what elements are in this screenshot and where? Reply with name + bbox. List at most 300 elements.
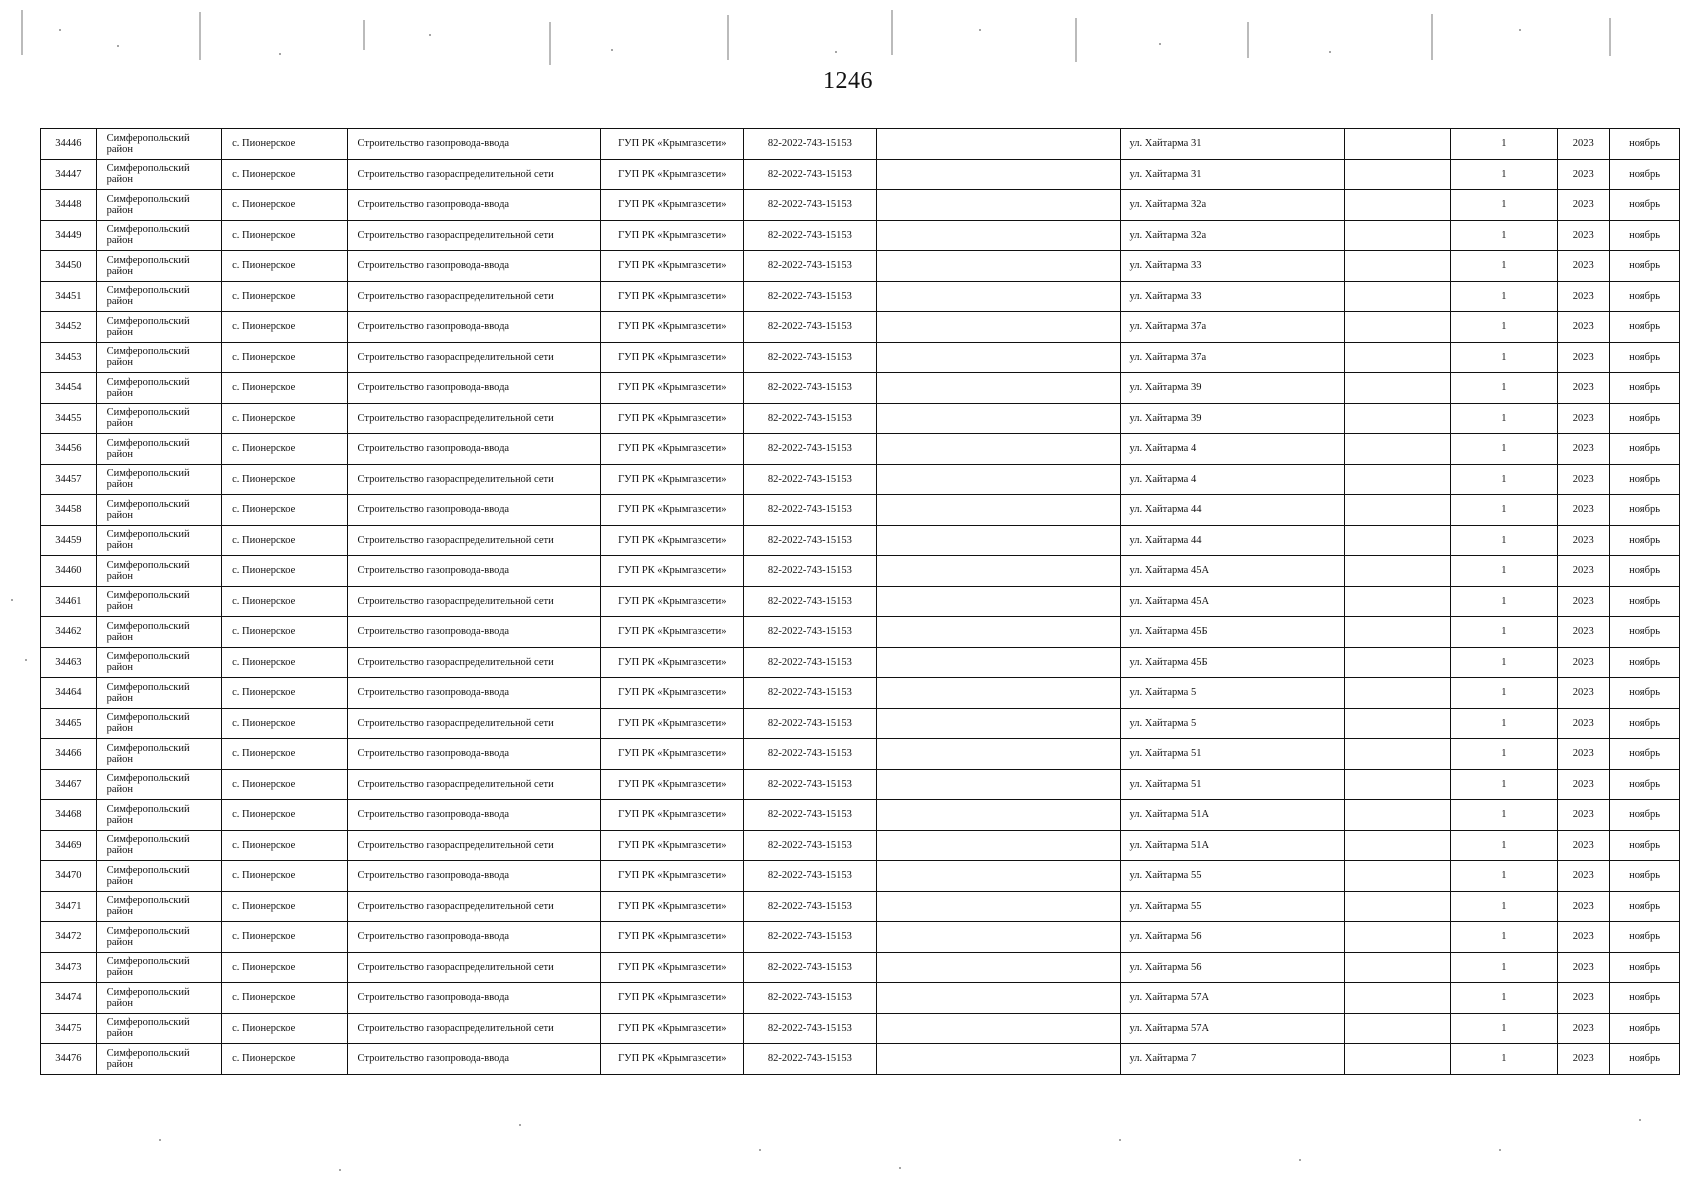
empty-cell xyxy=(1345,617,1451,648)
district-cell: Симферопольский район xyxy=(96,1013,221,1044)
project-code-cell: 82-2022-743-15153 xyxy=(744,159,877,190)
quantity-cell: 1 xyxy=(1451,708,1557,739)
district-cell: Симферопольский район xyxy=(96,861,221,892)
empty-cell xyxy=(1345,1013,1451,1044)
month-cell: ноябрь xyxy=(1610,952,1680,983)
locality-cell: с. Пионерское xyxy=(222,861,347,892)
organization-cell: ГУП РК «Крымгазсети» xyxy=(601,495,744,526)
address-cell: ул. Хайтарма 39 xyxy=(1121,373,1345,404)
month-cell: ноябрь xyxy=(1610,159,1680,190)
table-row xyxy=(41,983,1680,1014)
month-cell: ноябрь xyxy=(1610,434,1680,465)
quantity-cell: 1 xyxy=(1451,342,1557,373)
empty-cell xyxy=(1345,891,1451,922)
row-number: 34451 xyxy=(41,281,97,312)
table-row xyxy=(41,190,1680,221)
year-cell: 2023 xyxy=(1557,373,1610,404)
work-type-cell: Строительство газопровода-ввода xyxy=(347,922,601,953)
quantity-cell: 1 xyxy=(1451,647,1557,678)
empty-cell xyxy=(1345,800,1451,831)
project-code-cell: 82-2022-743-15153 xyxy=(744,586,877,617)
project-code-cell: 82-2022-743-15153 xyxy=(744,891,877,922)
month-cell: ноябрь xyxy=(1610,830,1680,861)
address-cell: ул. Хайтарма 51А xyxy=(1121,800,1345,831)
project-code-cell: 82-2022-743-15153 xyxy=(744,861,877,892)
row-number: 34471 xyxy=(41,891,97,922)
month-cell: ноябрь xyxy=(1610,281,1680,312)
locality-cell: с. Пионерское xyxy=(222,952,347,983)
project-code-cell: 82-2022-743-15153 xyxy=(744,983,877,1014)
work-type-cell: Строительство газораспределительной сети xyxy=(347,525,601,556)
locality-cell: с. Пионерское xyxy=(222,891,347,922)
month-cell: ноябрь xyxy=(1610,190,1680,221)
row-number: 34473 xyxy=(41,952,97,983)
project-code-cell: 82-2022-743-15153 xyxy=(744,556,877,587)
district-cell: Симферопольский район xyxy=(96,769,221,800)
row-number: 34464 xyxy=(41,678,97,709)
organization-cell: ГУП РК «Крымгазсети» xyxy=(601,586,744,617)
project-code-cell: 82-2022-743-15153 xyxy=(744,769,877,800)
district-cell: Симферопольский район xyxy=(96,220,221,251)
district-cell: Симферопольский район xyxy=(96,434,221,465)
district-cell: Симферопольский район xyxy=(96,403,221,434)
locality-cell: с. Пионерское xyxy=(222,830,347,861)
empty-cell xyxy=(1345,159,1451,190)
year-cell: 2023 xyxy=(1557,220,1610,251)
district-cell: Симферопольский район xyxy=(96,891,221,922)
row-number: 34459 xyxy=(41,525,97,556)
empty-cell xyxy=(1345,251,1451,282)
month-cell: ноябрь xyxy=(1610,556,1680,587)
address-cell: ул. Хайтарма 45А xyxy=(1121,586,1345,617)
empty-cell xyxy=(876,525,1121,556)
table-row xyxy=(41,739,1680,770)
address-cell: ул. Хайтарма 37а xyxy=(1121,342,1345,373)
organization-cell: ГУП РК «Крымгазсети» xyxy=(601,617,744,648)
quantity-cell: 1 xyxy=(1451,495,1557,526)
quantity-cell: 1 xyxy=(1451,800,1557,831)
empty-cell xyxy=(1345,373,1451,404)
locality-cell: с. Пионерское xyxy=(222,251,347,282)
locality-cell: с. Пионерское xyxy=(222,281,347,312)
project-code-cell: 82-2022-743-15153 xyxy=(744,434,877,465)
year-cell: 2023 xyxy=(1557,190,1610,221)
month-cell: ноябрь xyxy=(1610,586,1680,617)
work-type-cell: Строительство газораспределительной сети xyxy=(347,952,601,983)
quantity-cell: 1 xyxy=(1451,220,1557,251)
year-cell: 2023 xyxy=(1557,678,1610,709)
quantity-cell: 1 xyxy=(1451,739,1557,770)
month-cell: ноябрь xyxy=(1610,617,1680,648)
quantity-cell: 1 xyxy=(1451,861,1557,892)
row-number: 34447 xyxy=(41,159,97,190)
organization-cell: ГУП РК «Крымгазсети» xyxy=(601,800,744,831)
work-type-cell: Строительство газопровода-ввода xyxy=(347,556,601,587)
work-type-cell: Строительство газопровода-ввода xyxy=(347,129,601,160)
project-code-cell: 82-2022-743-15153 xyxy=(744,464,877,495)
year-cell: 2023 xyxy=(1557,830,1610,861)
table-row xyxy=(41,891,1680,922)
empty-cell xyxy=(1345,678,1451,709)
project-code-cell: 82-2022-743-15153 xyxy=(744,312,877,343)
month-cell: ноябрь xyxy=(1610,220,1680,251)
empty-cell xyxy=(876,891,1121,922)
empty-cell xyxy=(876,373,1121,404)
row-number: 34466 xyxy=(41,739,97,770)
empty-cell xyxy=(876,281,1121,312)
address-cell: ул. Хайтарма 31 xyxy=(1121,129,1345,160)
project-code-cell: 82-2022-743-15153 xyxy=(744,739,877,770)
quantity-cell: 1 xyxy=(1451,678,1557,709)
empty-cell xyxy=(876,495,1121,526)
empty-cell xyxy=(876,220,1121,251)
empty-cell xyxy=(876,983,1121,1014)
row-number: 34455 xyxy=(41,403,97,434)
locality-cell: с. Пионерское xyxy=(222,342,347,373)
month-cell: ноябрь xyxy=(1610,647,1680,678)
month-cell: ноябрь xyxy=(1610,373,1680,404)
organization-cell: ГУП РК «Крымгазсети» xyxy=(601,1044,744,1075)
year-cell: 2023 xyxy=(1557,1044,1610,1075)
empty-cell xyxy=(1345,861,1451,892)
project-code-cell: 82-2022-743-15153 xyxy=(744,342,877,373)
month-cell: ноябрь xyxy=(1610,251,1680,282)
address-cell: ул. Хайтарма 32а xyxy=(1121,190,1345,221)
quantity-cell: 1 xyxy=(1451,312,1557,343)
locality-cell: с. Пионерское xyxy=(222,556,347,587)
empty-cell xyxy=(876,861,1121,892)
table-row xyxy=(41,525,1680,556)
empty-cell xyxy=(876,190,1121,221)
organization-cell: ГУП РК «Крымгазсети» xyxy=(601,830,744,861)
locality-cell: с. Пионерское xyxy=(222,678,347,709)
locality-cell: с. Пионерское xyxy=(222,220,347,251)
month-cell: ноябрь xyxy=(1610,891,1680,922)
address-cell: ул. Хайтарма 55 xyxy=(1121,891,1345,922)
address-cell: ул. Хайтарма 7 xyxy=(1121,1044,1345,1075)
row-number: 34458 xyxy=(41,495,97,526)
row-number: 34462 xyxy=(41,617,97,648)
empty-cell xyxy=(1345,769,1451,800)
table-row xyxy=(41,159,1680,190)
year-cell: 2023 xyxy=(1557,159,1610,190)
quantity-cell: 1 xyxy=(1451,434,1557,465)
organization-cell: ГУП РК «Крымгазсети» xyxy=(601,373,744,404)
empty-cell xyxy=(876,556,1121,587)
month-cell: ноябрь xyxy=(1610,922,1680,953)
address-cell: ул. Хайтарма 45Б xyxy=(1121,617,1345,648)
year-cell: 2023 xyxy=(1557,495,1610,526)
organization-cell: ГУП РК «Крымгазсети» xyxy=(601,769,744,800)
year-cell: 2023 xyxy=(1557,525,1610,556)
work-type-cell: Строительство газопровода-ввода xyxy=(347,678,601,709)
table-row xyxy=(41,281,1680,312)
address-cell: ул. Хайтарма 51 xyxy=(1121,739,1345,770)
empty-cell xyxy=(876,617,1121,648)
organization-cell: ГУП РК «Крымгазсети» xyxy=(601,220,744,251)
empty-cell xyxy=(876,952,1121,983)
locality-cell: с. Пионерское xyxy=(222,1013,347,1044)
quantity-cell: 1 xyxy=(1451,464,1557,495)
district-cell: Симферопольский район xyxy=(96,739,221,770)
locality-cell: с. Пионерское xyxy=(222,190,347,221)
organization-cell: ГУП РК «Крымгазсети» xyxy=(601,1013,744,1044)
table-row xyxy=(41,708,1680,739)
locality-cell: с. Пионерское xyxy=(222,739,347,770)
organization-cell: ГУП РК «Крымгазсети» xyxy=(601,525,744,556)
year-cell: 2023 xyxy=(1557,922,1610,953)
address-cell: ул. Хайтарма 56 xyxy=(1121,922,1345,953)
organization-cell: ГУП РК «Крымгазсети» xyxy=(601,281,744,312)
address-cell: ул. Хайтарма 51А xyxy=(1121,830,1345,861)
address-cell: ул. Хайтарма 51 xyxy=(1121,769,1345,800)
work-type-cell: Строительство газораспределительной сети xyxy=(347,708,601,739)
table-row xyxy=(41,464,1680,495)
year-cell: 2023 xyxy=(1557,312,1610,343)
registry-body xyxy=(41,129,1680,1075)
quantity-cell: 1 xyxy=(1451,586,1557,617)
organization-cell: ГУП РК «Крымгазсети» xyxy=(601,464,744,495)
quantity-cell: 1 xyxy=(1451,373,1557,404)
row-number: 34472 xyxy=(41,922,97,953)
district-cell: Симферопольский район xyxy=(96,800,221,831)
empty-cell xyxy=(1345,922,1451,953)
empty-cell xyxy=(876,708,1121,739)
year-cell: 2023 xyxy=(1557,952,1610,983)
district-cell: Симферопольский район xyxy=(96,129,221,160)
year-cell: 2023 xyxy=(1557,739,1610,770)
quantity-cell: 1 xyxy=(1451,159,1557,190)
table-row xyxy=(41,830,1680,861)
table-row xyxy=(41,403,1680,434)
table-row xyxy=(41,952,1680,983)
row-number: 34457 xyxy=(41,464,97,495)
project-code-cell: 82-2022-743-15153 xyxy=(744,800,877,831)
empty-cell xyxy=(1345,281,1451,312)
district-cell: Симферопольский район xyxy=(96,617,221,648)
work-type-cell: Строительство газораспределительной сети xyxy=(347,891,601,922)
table-row xyxy=(41,220,1680,251)
project-code-cell: 82-2022-743-15153 xyxy=(744,830,877,861)
address-cell: ул. Хайтарма 45Б xyxy=(1121,647,1345,678)
project-code-cell: 82-2022-743-15153 xyxy=(744,647,877,678)
work-type-cell: Строительство газораспределительной сети xyxy=(347,342,601,373)
district-cell: Симферопольский район xyxy=(96,983,221,1014)
locality-cell: с. Пионерское xyxy=(222,983,347,1014)
organization-cell: ГУП РК «Крымгазсети» xyxy=(601,434,744,465)
year-cell: 2023 xyxy=(1557,434,1610,465)
organization-cell: ГУП РК «Крымгазсети» xyxy=(601,190,744,221)
table-row xyxy=(41,769,1680,800)
year-cell: 2023 xyxy=(1557,1013,1610,1044)
organization-cell: ГУП РК «Крымгазсети» xyxy=(601,708,744,739)
address-cell: ул. Хайтарма 4 xyxy=(1121,434,1345,465)
month-cell: ноябрь xyxy=(1610,129,1680,160)
empty-cell xyxy=(876,129,1121,160)
year-cell: 2023 xyxy=(1557,556,1610,587)
project-code-cell: 82-2022-743-15153 xyxy=(744,708,877,739)
work-type-cell: Строительство газопровода-ввода xyxy=(347,617,601,648)
project-code-cell: 82-2022-743-15153 xyxy=(744,617,877,648)
row-number: 34476 xyxy=(41,1044,97,1075)
empty-cell xyxy=(1345,312,1451,343)
row-number: 34468 xyxy=(41,800,97,831)
district-cell: Симферопольский район xyxy=(96,830,221,861)
empty-cell xyxy=(1345,525,1451,556)
address-cell: ул. Хайтарма 4 xyxy=(1121,464,1345,495)
project-code-cell: 82-2022-743-15153 xyxy=(744,678,877,709)
empty-cell xyxy=(876,251,1121,282)
empty-cell xyxy=(1345,342,1451,373)
district-cell: Симферопольский район xyxy=(96,251,221,282)
empty-cell xyxy=(876,800,1121,831)
table-row xyxy=(41,373,1680,404)
quantity-cell: 1 xyxy=(1451,129,1557,160)
year-cell: 2023 xyxy=(1557,403,1610,434)
organization-cell: ГУП РК «Крымгазсети» xyxy=(601,739,744,770)
organization-cell: ГУП РК «Крымгазсети» xyxy=(601,251,744,282)
address-cell: ул. Хайтарма 45А xyxy=(1121,556,1345,587)
row-number: 34450 xyxy=(41,251,97,282)
empty-cell xyxy=(876,1013,1121,1044)
organization-cell: ГУП РК «Крымгазсети» xyxy=(601,647,744,678)
empty-cell xyxy=(1345,190,1451,221)
address-cell: ул. Хайтарма 57А xyxy=(1121,983,1345,1014)
work-type-cell: Строительство газораспределительной сети xyxy=(347,220,601,251)
work-type-cell: Строительство газораспределительной сети xyxy=(347,159,601,190)
quantity-cell: 1 xyxy=(1451,983,1557,1014)
locality-cell: с. Пионерское xyxy=(222,1044,347,1075)
table-row xyxy=(41,1044,1680,1075)
address-cell: ул. Хайтарма 37а xyxy=(1121,312,1345,343)
district-cell: Симферопольский район xyxy=(96,556,221,587)
empty-cell xyxy=(876,464,1121,495)
registry-table xyxy=(40,128,1680,1075)
row-number: 34467 xyxy=(41,769,97,800)
work-type-cell: Строительство газопровода-ввода xyxy=(347,190,601,221)
locality-cell: с. Пионерское xyxy=(222,525,347,556)
year-cell: 2023 xyxy=(1557,281,1610,312)
work-type-cell: Строительство газораспределительной сети xyxy=(347,1013,601,1044)
empty-cell xyxy=(1345,220,1451,251)
organization-cell: ГУП РК «Крымгазсети» xyxy=(601,312,744,343)
month-cell: ноябрь xyxy=(1610,1044,1680,1075)
quantity-cell: 1 xyxy=(1451,952,1557,983)
quantity-cell: 1 xyxy=(1451,556,1557,587)
empty-cell xyxy=(876,403,1121,434)
quantity-cell: 1 xyxy=(1451,251,1557,282)
address-cell: ул. Хайтарма 5 xyxy=(1121,678,1345,709)
organization-cell: ГУП РК «Крымгазсети» xyxy=(601,129,744,160)
empty-cell xyxy=(876,312,1121,343)
work-type-cell: Строительство газопровода-ввода xyxy=(347,983,601,1014)
year-cell: 2023 xyxy=(1557,800,1610,831)
quantity-cell: 1 xyxy=(1451,1013,1557,1044)
quantity-cell: 1 xyxy=(1451,403,1557,434)
work-type-cell: Строительство газопровода-ввода xyxy=(347,251,601,282)
month-cell: ноябрь xyxy=(1610,983,1680,1014)
table-row xyxy=(41,251,1680,282)
organization-cell: ГУП РК «Крымгазсети» xyxy=(601,159,744,190)
locality-cell: с. Пионерское xyxy=(222,586,347,617)
address-cell: ул. Хайтарма 56 xyxy=(1121,952,1345,983)
district-cell: Симферопольский район xyxy=(96,952,221,983)
project-code-cell: 82-2022-743-15153 xyxy=(744,251,877,282)
row-number: 34475 xyxy=(41,1013,97,1044)
table-row xyxy=(41,586,1680,617)
month-cell: ноябрь xyxy=(1610,800,1680,831)
year-cell: 2023 xyxy=(1557,617,1610,648)
locality-cell: с. Пионерское xyxy=(222,617,347,648)
organization-cell: ГУП РК «Крымгазсети» xyxy=(601,952,744,983)
year-cell: 2023 xyxy=(1557,983,1610,1014)
row-number: 34463 xyxy=(41,647,97,678)
empty-cell xyxy=(876,678,1121,709)
year-cell: 2023 xyxy=(1557,708,1610,739)
quantity-cell: 1 xyxy=(1451,1044,1557,1075)
district-cell: Симферопольский район xyxy=(96,464,221,495)
empty-cell xyxy=(876,342,1121,373)
work-type-cell: Строительство газопровода-ввода xyxy=(347,373,601,404)
quantity-cell: 1 xyxy=(1451,617,1557,648)
table-row xyxy=(41,647,1680,678)
empty-cell xyxy=(876,739,1121,770)
month-cell: ноябрь xyxy=(1610,312,1680,343)
empty-cell xyxy=(1345,495,1451,526)
organization-cell: ГУП РК «Крымгазсети» xyxy=(601,983,744,1014)
quantity-cell: 1 xyxy=(1451,525,1557,556)
table-row xyxy=(41,312,1680,343)
table-row xyxy=(41,922,1680,953)
work-type-cell: Строительство газораспределительной сети xyxy=(347,464,601,495)
row-number: 34452 xyxy=(41,312,97,343)
quantity-cell: 1 xyxy=(1451,281,1557,312)
address-cell: ул. Хайтарма 31 xyxy=(1121,159,1345,190)
row-number: 34454 xyxy=(41,373,97,404)
month-cell: ноябрь xyxy=(1610,525,1680,556)
project-code-cell: 82-2022-743-15153 xyxy=(744,281,877,312)
month-cell: ноябрь xyxy=(1610,403,1680,434)
empty-cell xyxy=(1345,952,1451,983)
address-cell: ул. Хайтарма 32а xyxy=(1121,220,1345,251)
quantity-cell: 1 xyxy=(1451,891,1557,922)
district-cell: Симферопольский район xyxy=(96,647,221,678)
empty-cell xyxy=(1345,1044,1451,1075)
table-row xyxy=(41,556,1680,587)
empty-cell xyxy=(1345,464,1451,495)
work-type-cell: Строительство газопровода-ввода xyxy=(347,861,601,892)
locality-cell: с. Пионерское xyxy=(222,495,347,526)
year-cell: 2023 xyxy=(1557,861,1610,892)
year-cell: 2023 xyxy=(1557,342,1610,373)
district-cell: Симферопольский район xyxy=(96,281,221,312)
empty-cell xyxy=(1345,647,1451,678)
organization-cell: ГУП РК «Крымгазсети» xyxy=(601,922,744,953)
work-type-cell: Строительство газораспределительной сети xyxy=(347,830,601,861)
locality-cell: с. Пионерское xyxy=(222,647,347,678)
locality-cell: с. Пионерское xyxy=(222,129,347,160)
year-cell: 2023 xyxy=(1557,129,1610,160)
locality-cell: с. Пионерское xyxy=(222,708,347,739)
table-row xyxy=(41,678,1680,709)
table-row xyxy=(41,495,1680,526)
empty-cell xyxy=(1345,983,1451,1014)
work-type-cell: Строительство газораспределительной сети xyxy=(347,769,601,800)
address-cell: ул. Хайтарма 44 xyxy=(1121,525,1345,556)
month-cell: ноябрь xyxy=(1610,1013,1680,1044)
month-cell: ноябрь xyxy=(1610,342,1680,373)
project-code-cell: 82-2022-743-15153 xyxy=(744,373,877,404)
